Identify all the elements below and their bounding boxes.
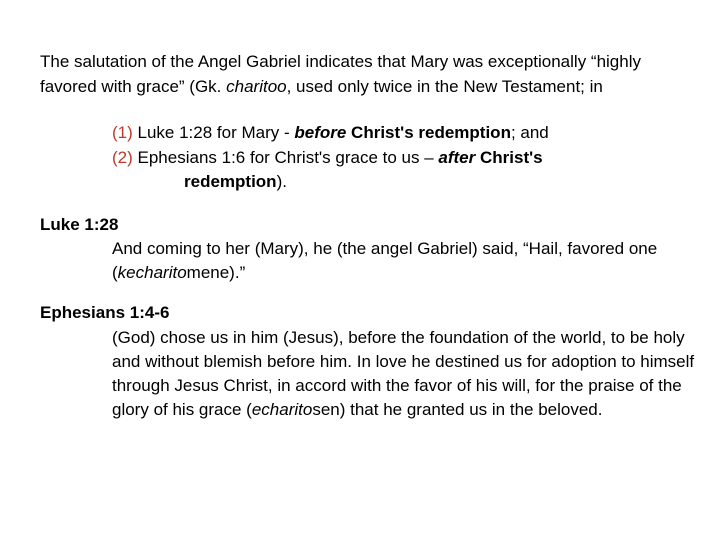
luke-quote — [40, 237, 700, 285]
reference-list — [40, 121, 700, 195]
reference-text-end: ; and — [510, 123, 549, 142]
ephesians-greek-word: echarito — [251, 399, 313, 419]
reference-bold: Christ's — [475, 147, 543, 167]
reference-item-2 — [112, 146, 700, 171]
luke-quote-text: And coming to her (Mary), he (the angel Gabriel) said, “Hail, favored one ( — [112, 239, 658, 282]
reference-bold: Christ's redemption — [346, 123, 511, 142]
reference-bold: redemption — [184, 172, 277, 191]
ephesians-quote — [40, 326, 700, 422]
reference-emphasis: before — [294, 123, 347, 142]
intro-text: The salutation of the Angel Gabriel indicates that Mary was exceptionally “highly favored with grace” (Gk. — [40, 52, 641, 96]
luke-greek-word: kecharito — [117, 263, 187, 282]
reference-text: Ephesians 1:6 for Christ's grace to us – — [132, 147, 439, 167]
reference-item-2-continued — [112, 170, 700, 195]
reference-number: (2) — [112, 147, 133, 167]
reference-item-1 — [112, 121, 700, 146]
slide-content — [40, 50, 700, 422]
ephesians-quote-end: sen) that he granted us in the beloved. — [312, 399, 603, 419]
greek-word: charitoo — [226, 76, 287, 96]
intro-paragraph — [40, 50, 700, 99]
luke-quote-end: mene).” — [186, 263, 246, 282]
reference-emphasis: after — [438, 147, 476, 167]
luke-section — [40, 213, 700, 286]
ephesians-heading: Ephesians 1:4-6 — [40, 303, 170, 322]
reference-number: (1) — [112, 123, 133, 142]
reference-text-end: ). — [276, 172, 287, 191]
ephesians-quote-text: (God) chose us in him (Jesus), before the foundation of the world, to be holy and without blemish before him. In love he destined us for adoption to himself through Jesus Christ, in accord with the favor of his will, for the praise of the glory of his grace ( — [112, 327, 695, 419]
luke-heading: Luke 1:28 — [40, 214, 119, 234]
ephesians-section — [40, 301, 700, 422]
reference-text: Luke 1:28 for Mary - — [132, 123, 295, 142]
intro-text-end: , used only twice in the New Testament; in — [286, 76, 603, 96]
